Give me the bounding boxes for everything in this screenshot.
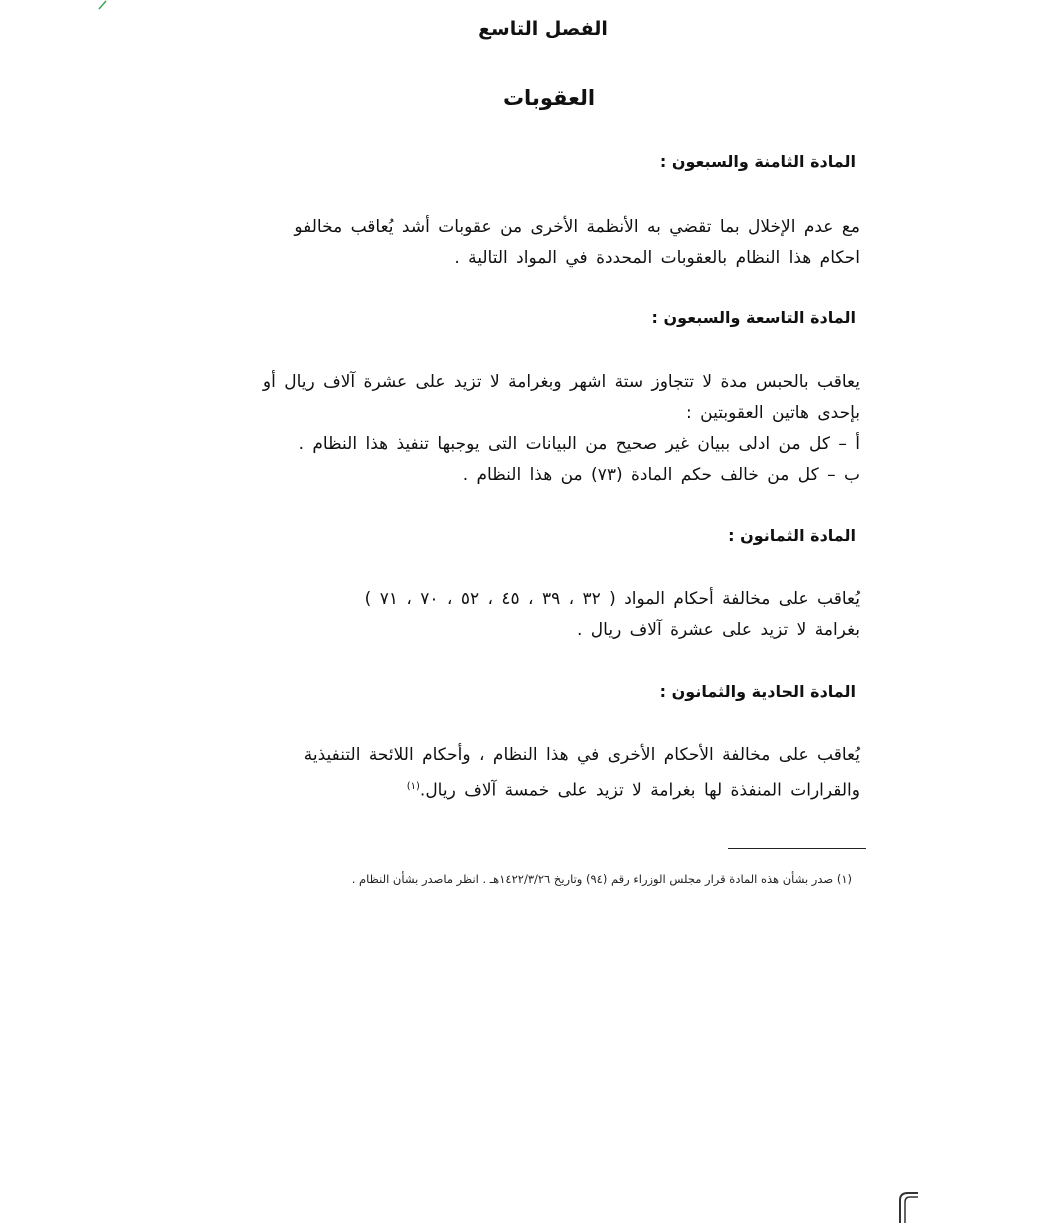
page-edge-bracket [896,1190,920,1223]
corner-stroke-mark [98,0,108,10]
article-81-body [200,740,860,807]
footnote-divider [728,848,866,849]
footnote-reference: (١) [406,781,420,792]
article-79-heading: المادة التاسعة والسبعون : [651,308,856,327]
article-79-body [200,367,860,491]
article-78-heading: المادة الثامنة والسبعون : [659,152,856,171]
chapter-title: الفصل التاسع [478,18,608,40]
article-81-heading: المادة الحادية والثمانون : [659,682,856,701]
article-80-line-1: يُعاقب على مخالفة أحكام المواد ( ٣٢ ، ٣٩ ، ٤٥ ، ٥٢ ، ٧٠ ، ٧١ ) [364,589,860,609]
article-80-line-2: بغرامة لا تزيد على عشرة آلاف ريال . [577,620,860,640]
article-78-body [200,212,860,274]
article-79-line-1: يعاقب بالحبس مدة لا تتجاوز ستة اشهر وبغرامة لا تزيد على عشرة آلاف ريال أو [262,372,860,392]
article-81-line-1: يُعاقب على مخالفة الأحكام الأخرى في هذا النظام ، وأحكام اللائحة التنفيذية [303,745,860,765]
article-78-line-1: مع عدم الإخلال بما تقضي به الأنظمة الأخرى من عقوبات أشد يُعاقب مخالفو [294,217,860,237]
footnote-text: (١) صدر بشأن هذه المادة قرار مجلس الوزراء رقم (٩٤) وتاريخ ١٤٢٢/٣/٢٦هـ . انظر ماصدر بشأن النظام . [351,872,852,886]
article-80-body [200,584,860,646]
article-79-line-2: بإحدى هاتين العقوبتين : [686,403,860,423]
article-81-line-2-text: والقرارات المنفذة لها بغرامة لا تزيد على خمسة آلاف ريال. [419,780,860,801]
article-79-item-b: ب – كل من خالف حكم المادة (٧٣) من هذا النظام . [462,465,860,485]
article-81-line-2 [200,771,860,807]
article-79-item-a: أ – كل من ادلى ببيان غير صحيح من البيانات التى يوجبها تنفيذ هذا النظام . [298,434,860,454]
article-80-heading: المادة الثمانون : [728,526,856,545]
section-title: العقوبات [502,86,596,110]
article-78-line-2: احكام هذا النظام بالعقوبات المحددة في المواد التالية . [454,248,860,268]
